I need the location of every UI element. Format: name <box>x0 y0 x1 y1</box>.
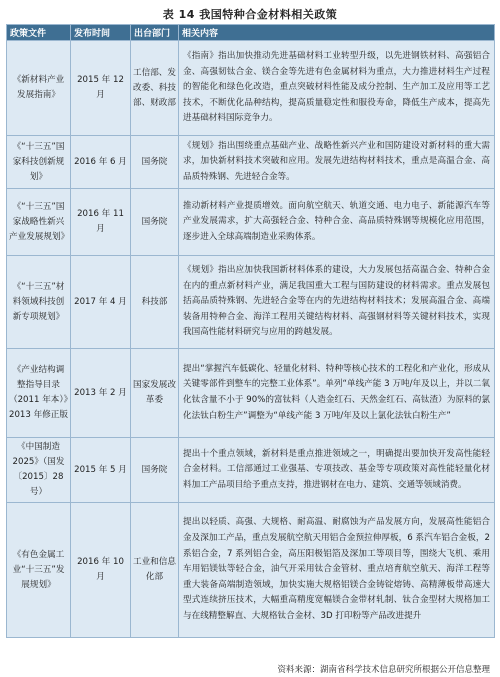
date-cell: 2015 年 5 月 <box>71 438 131 503</box>
policy-table <box>6 24 495 638</box>
table-row <box>7 349 495 438</box>
header-department: 出台部门 <box>131 25 179 41</box>
table-row <box>7 438 495 503</box>
content-cell: 提出“掌握汽车低碳化、轻量化材料、特种等核心技术的工程化和产业化，形成从关键零部件到整车的完整工业体系”。单列“单线产能 3 万吨/年及以上，并以二氧化钛含量不小于 90%的富钛料（人造金红石、天然金红石、高钛渣）为原料的氯化法钛白粉生产”调整为“单线产能 3 万吨/年及以上氯化法钛白粉生产” <box>179 349 495 438</box>
table-row <box>7 503 495 638</box>
policy-doc-cell: 《“十三五”国家科技创新规划》 <box>7 136 71 189</box>
header-content: 相关内容 <box>179 25 495 41</box>
department-cell: 国务院 <box>131 136 179 189</box>
header-policy-doc: 政策文件 <box>7 25 71 41</box>
department-cell: 国家发展改革委 <box>131 349 179 438</box>
date-cell: 2016 年 6 月 <box>71 136 131 189</box>
department-cell: 工信部、发改委、科技部、财政部 <box>131 41 179 136</box>
table-row <box>7 189 495 256</box>
date-cell: 2015 年 12 月 <box>71 41 131 136</box>
content-cell: 提出十个重点领域，新材料是重点推进领域之一，明确提出要加快开发高性能轻合金材料。工信部通过工业强基、专项技改、基金等专项政策对高性能轻量化材料加工产品项目给予重点支持，推进钢材在电力、建筑、交通等领域消费。 <box>179 438 495 503</box>
date-cell: 2016 年 11 月 <box>71 189 131 256</box>
policy-doc-cell: 《产业结构调整指导目录（2011 年本）》2013 年修正版 <box>7 349 71 438</box>
department-cell: 科技部 <box>131 256 179 349</box>
policy-doc-cell: 《有色金属工业“十三五”发展规划》 <box>7 503 71 638</box>
table-row <box>7 256 495 349</box>
table-row <box>7 136 495 189</box>
table-title: 表 14 我国特种合金材料相关政策 <box>162 8 338 21</box>
date-cell: 2013 年 2 月 <box>71 349 131 438</box>
date-cell: 2016 年 10 月 <box>71 503 131 638</box>
department-cell: 国务院 <box>131 189 179 256</box>
policy-doc-cell: 《新材料产业发展指南》 <box>7 41 71 136</box>
policy-doc-cell: 《“十三五”材料领域科技创新专项规划》 <box>7 256 71 349</box>
department-cell: 国务院 <box>131 438 179 503</box>
table-row <box>7 41 495 136</box>
content-cell: 《规划》指出围绕重点基础产业、战略性新兴产业和国防建设对新材料的重大需求，加快新材料技术突破和应用。发展先进结构材料技术，重点是高温合金、高品质特殊钢、先进轻合金等。 <box>179 136 495 189</box>
department-cell: 工业和信息化部 <box>131 503 179 638</box>
policy-doc-cell: 《中国制造 2025》（国发〔2015〕28 号） <box>7 438 71 503</box>
source-note: 资料来源：湖南省科学技术信息研究所根据公开信息整理 <box>277 665 490 675</box>
content-cell: 《指南》指出加快推动先进基础材料工业转型升级，以先进钢铁材料、高强铝合金、高强韧钛合金、镁合金等先进有色金属材料为重点，大力推进材料生产过程的智能化和绿色化改造，重点突破材料性能及成分控制、生产加工及应用等工艺技术，不断优化品种结构，提高质量稳定性和服役寿命，降低生产成本，提高先进基础材料国际竞争力。 <box>179 41 495 136</box>
content-cell: 推动新材料产业提质增效。面向航空航天、轨道交通、电力电子、新能源汽车等产业发展需求，扩大高强轻合金、特种合金、高品质特殊钢等规模化应用范围，逐步进入全球高端制造业采购体系。 <box>179 189 495 256</box>
header-date: 发布时间 <box>71 25 131 41</box>
content-cell: 提出以轻质、高强、大规格、耐高温、耐腐蚀为产品发展方向，发展高性能铝合金及深加工产品，重点发展航空航天用铝合金预拉伸厚板，6 系汽车铝合金板，2 系铝合金，7 系列铝合金，高压阳极铝箔及深加工等项目等，围绕大飞机、乘用车用铝镁钛等轻合金，油气开采用钛合金管材、重点培育航空航天、海洋工程等重大装备高端制造领域，加快实施大规格铝镁合金铸锭熔铸、高精薄板带高速大型式连续挤压技术，大幅重高精度宽幅镁合金带材轧制、钛合金型材大规格加工与在线精整解直、大规格钛合金材、3D 打印粉等产品改进提升 <box>179 503 495 638</box>
content-cell: 《规划》指出应加快我国新材料体系的建设，大力发展包括高温合金、特种合金在内的重点新材料产业，满足我国重大工程与国防建设的材料需求。重点发展包括高品质特殊钢、先进轻合金等在内的先进结构材料技术；发展高温合金、高端装备用特种合金、海洋工程用关键结构材料、高强钢材料等关键材料技术，实现我国高性能材料研究与应用的跨越发展。 <box>179 256 495 349</box>
policy-doc-cell: 《“十三五”国家战略性新兴产业发展规划》 <box>7 189 71 256</box>
table-header-row <box>7 25 495 41</box>
date-cell: 2017 年 4 月 <box>71 256 131 349</box>
